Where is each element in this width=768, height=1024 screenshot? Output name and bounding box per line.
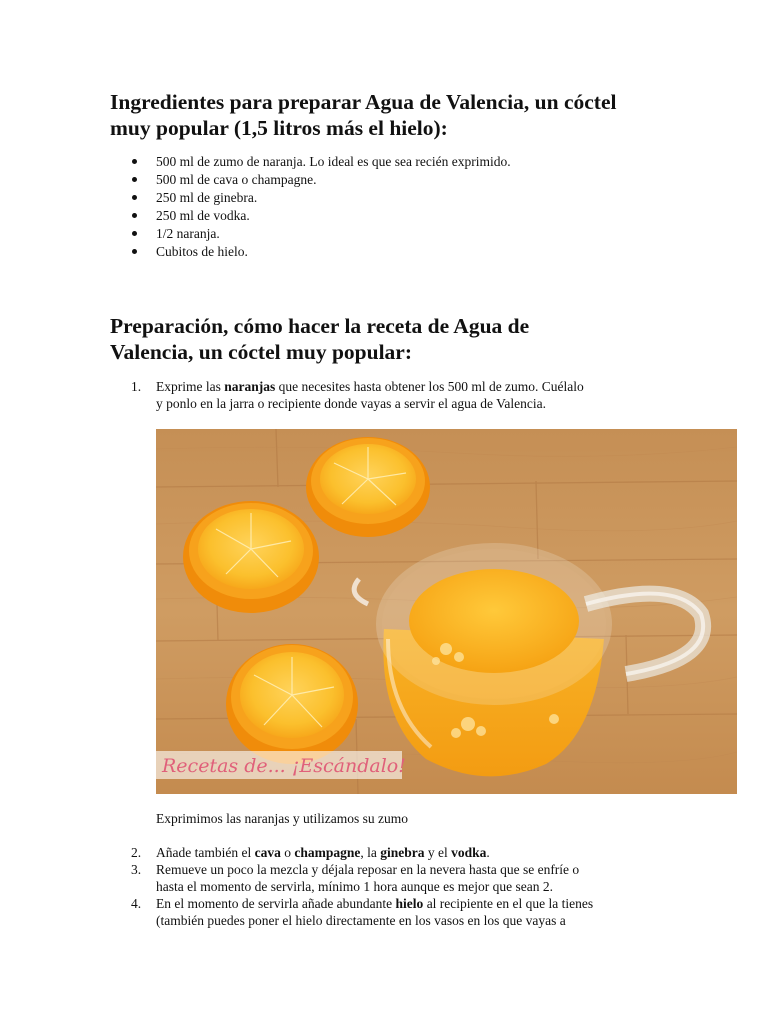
step-1 [131, 378, 584, 412]
step-number: 1. [131, 379, 142, 394]
step-text: y el [424, 845, 452, 860]
watermark-text: Recetas de... ¡Escándalo! [162, 755, 406, 777]
step-bold-text: ginebra [380, 845, 425, 860]
step-text: , la [360, 845, 381, 860]
oranges-jug-photo [156, 429, 737, 794]
steps-list-part1 [131, 378, 584, 412]
step-text: hasta el momento de servirla, mínimo 1 hora aunque es mejor que sean 2. [156, 879, 554, 894]
photo-caption: Exprimimos las naranjas y utilizamos su zumo [156, 811, 408, 826]
step-3 [131, 861, 593, 895]
preparation-heading: Preparación, cómo hacer la receta de Agua de Valencia, un cóctel muy popular: [110, 314, 530, 364]
list-item: 250 ml de ginebra. [130, 189, 511, 207]
steps-list-part2 [131, 844, 593, 929]
list-item: Cubitos de hielo. [130, 243, 511, 261]
step-text: Añade también el [156, 845, 255, 860]
step-text: Exprime las [156, 379, 225, 394]
step-text: o [280, 845, 295, 860]
step-number: 3. [131, 862, 142, 877]
step-bold-text: naranjas [224, 379, 276, 394]
list-item: 500 ml de cava o champagne. [130, 171, 511, 189]
step-bold-text: vodka [451, 845, 487, 860]
step-text: En el momento de servirla añade abundante [156, 896, 396, 911]
orange-half [226, 644, 358, 764]
step-number: 2. [131, 845, 142, 860]
list-item: 500 ml de zumo de naranja. Lo ideal es que sea recién exprimido. [130, 153, 511, 171]
list-item: 1/2 naranja. [130, 225, 511, 243]
step-bold-text: champagne [294, 845, 361, 860]
step-number: 4. [131, 896, 142, 911]
step-text: que necesites hasta obtener los 500 ml de zumo. Cuélalo [275, 379, 584, 394]
step-text: (también puedes poner el hielo directamente en los vasos en los que vayas a [156, 913, 566, 928]
orange-half [306, 437, 430, 537]
step-text: al recipiente en el que la tienes [423, 896, 594, 911]
orange-half [183, 501, 319, 613]
step-2 [131, 844, 593, 861]
step-text: y ponlo en la jarra o recipiente donde vayas a servir el agua de Valencia. [156, 396, 546, 411]
ingredients-list [130, 153, 511, 261]
list-item: 250 ml de vodka. [130, 207, 511, 225]
step-text: Remueve un poco la mezcla y déjala reposar en la nevera hasta que se enfríe o [156, 862, 580, 877]
step-text: . [486, 845, 490, 860]
ingredients-heading: Ingredientes para preparar Agua de Valencia, un cóctel muy popular (1,5 litros más el hielo): [110, 90, 617, 140]
step-bold-text: cava [254, 845, 281, 860]
step-4 [131, 895, 593, 929]
step-bold-text: hielo [395, 896, 424, 911]
